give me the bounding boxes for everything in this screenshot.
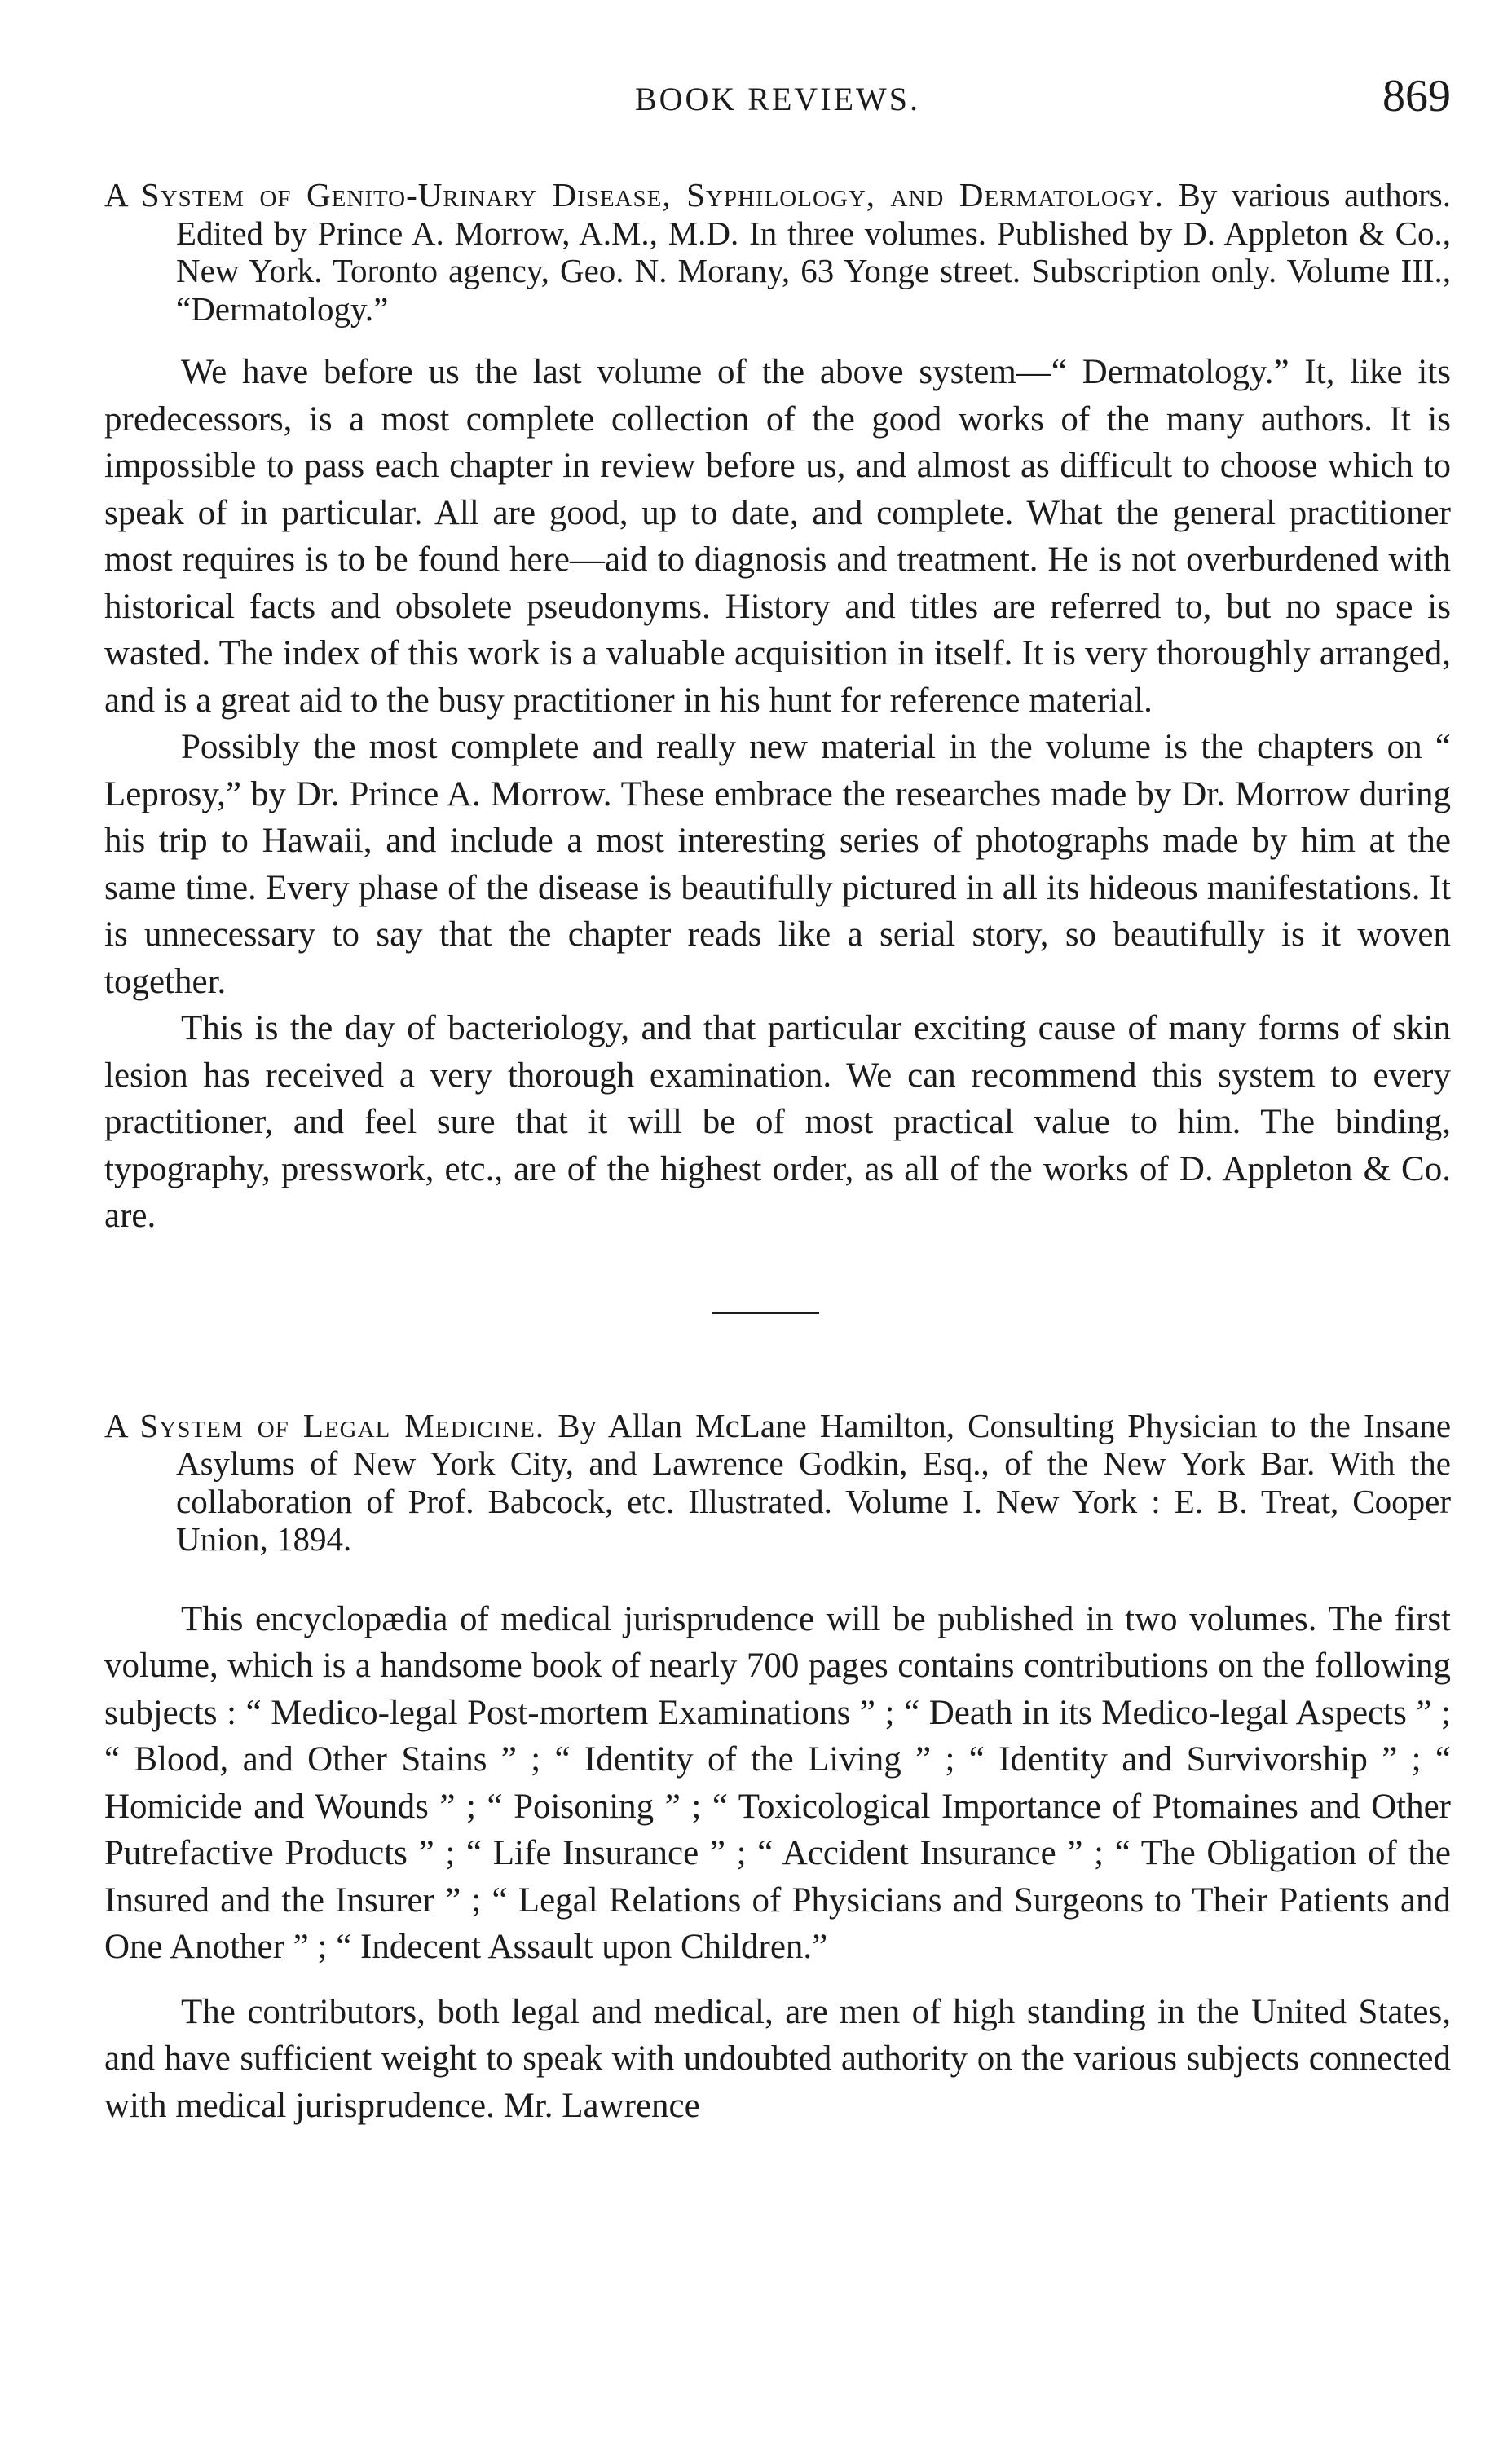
running-head: [104, 0, 1451, 139]
review-paragraph: The contributors, both legal and medical, are men of high standing in the United States, and have sufficient weight to speak with undoubted authority on the various subjects connected with medical jurisprudence. Mr. Lawrence: [104, 1992, 1451, 2125]
running-title: BOOK REVIEWS.: [634, 81, 921, 117]
section-divider: [712, 1312, 819, 1314]
document-page: [104, 0, 1451, 2129]
citation-lead: A: [104, 176, 127, 214]
review-paragraph: We have before us the last volume of the above system—“ Dermatology.” It, like its predecessors, is a most complete collection of the good works of the many authors. It is impossible to pass each chapter in review before us, and almost as difficult to choose which to speak of in particular. All are good, up to date, and complete. What the general practitioner most requires is to be found here—aid to diagnosis and treatment. He is not overburdened with historical facts and obsolete pseudonyms. History and titles are referred to, but no space is wasted. The index of this work is a valuable acquisition in itself. It is very thoroughly arranged, and is a great aid to the busy practitioner in his hunt for reference material.: [104, 353, 1451, 720]
review-paragraph: This encyclopædia of medical jurisprudence will be published in two volumes. The first volume, which is a handsome book of nearly 700 pages contains contributions on the following subjects : “ Medico-legal Post-mortem Examinations ” ; “ Death in its Medico-legal Aspects ” ; “ Blood, and Other Stains ” ; “ Identity of the Living ” ; “ Identity and Survivorship ” ; “ Homicide and Wounds ” ; “ Poisoning ” ; “ Toxicological Importance of Ptomaines and Other Putrefactive Products ” ; “ Life Insurance ” ; “ Accident Insurance ” ; “ The Obligation of the Insured and the Insurer ” ; “ Legal Relations of Physicians and Surgeons to Their Patients and One Another ” ; “ Indecent Assault upon Children.”: [104, 1599, 1451, 1966]
citation-details: By Allan McLane Hamilton, Consulting Physician to the Insane Asylums of New York City, and Lawrence Godkin, Esq., of the New York Bar. With the collaboration of Prof. Babcock, etc. Illustrated. Volume I. New York : E. B. Treat, Cooper Union, 1894.: [176, 1406, 1452, 1558]
review-genito-urinary: [104, 176, 1451, 1240]
book-title: System of Genito-Urinary Disease, Syphilology, and Dermatology.: [140, 176, 1164, 214]
review-paragraph: This is the day of bacteriology, and that particular exciting cause of many forms of skin lesion has received a very thorough examination. We can recommend this system to every practitioner, and feel sure that it will be of most practical value to him. The binding, typography, presswork, etc., are of the highest order, as all of the works of D. Appleton & Co. are.: [104, 1009, 1451, 1235]
review-legal-medicine: [104, 1407, 1451, 2130]
review-citation: [104, 1407, 1451, 1558]
citation-details: By various authors. Edited by Prince A. Morrow, A.M., M.D. In three volumes. Published by D. Appleton & Co., New York. Toronto agency, Geo. N. Morany, 63 Yonge street. Subscription only. Volume III., “Dermatology.”: [176, 176, 1452, 328]
book-title: System of Legal Medicine.: [139, 1406, 545, 1444]
review-citation: [104, 176, 1451, 328]
citation-lead: A: [104, 1406, 127, 1444]
page-number: 869: [1382, 71, 1451, 121]
review-paragraph: Possibly the most complete and really new material in the volume is the chapters on “ Leprosy,” by Dr. Prince A. Morrow. These embrace the researches made by Dr. Morrow during his trip to Hawaii, and include a most interesting series of photographs made by him at the same time. Every phase of the disease is beautifully pictured in all its hideous manifestations. It is unnecessary to say that the chapter reads like a serial story, so beautifully is it woven together.: [104, 728, 1451, 1001]
